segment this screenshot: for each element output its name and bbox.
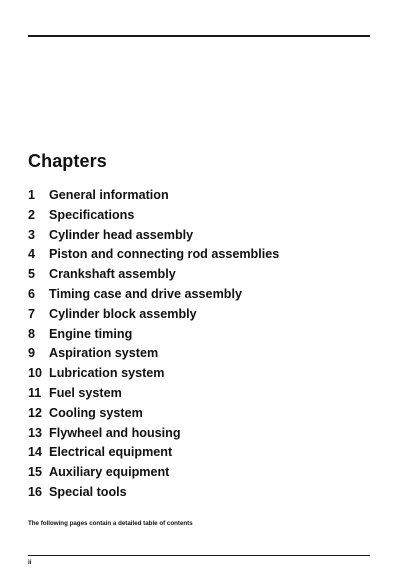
top-rule: [28, 35, 370, 37]
chapter-title: Timing case and drive assembly: [49, 286, 242, 301]
chapter-item: [28, 404, 279, 424]
chapter-item: [28, 344, 279, 364]
chapter-title: Auxiliary equipment: [49, 465, 170, 480]
chapter-item: [28, 245, 279, 265]
chapter-title: Specifications: [49, 207, 135, 222]
chapter-title: Fuel system: [49, 385, 122, 400]
chapter-number: 9: [28, 346, 36, 361]
chapter-title: Electrical equipment: [49, 445, 173, 460]
bottom-rule: [28, 555, 370, 556]
contents-note: The following pages contain a detailed table of contents: [28, 520, 193, 527]
chapter-item: [28, 424, 279, 444]
chapter-title: Flywheel and housing: [49, 425, 181, 440]
chapter-number: 16: [28, 484, 43, 499]
chapter-list: [28, 186, 279, 503]
chapter-number: 10: [28, 366, 43, 381]
chapter-number: 15: [28, 465, 43, 480]
chapter-title: Cooling system: [49, 405, 143, 420]
chapter-title: General information: [49, 188, 169, 202]
chapter-number: 14: [28, 445, 43, 460]
chapter-number: 3: [28, 227, 36, 242]
chapter-title: Lubrication system: [49, 366, 165, 381]
chapter-title: Piston and connecting rod assemblies: [49, 247, 280, 262]
chapter-title: Crankshaft assembly: [49, 267, 176, 282]
chapter-item: [28, 443, 279, 463]
chapter-title: Cylinder block assembly: [49, 306, 197, 321]
chapter-number: 13: [28, 425, 43, 440]
chapter-item: [28, 384, 279, 404]
page-number: ii: [28, 559, 32, 566]
chapter-item: [28, 265, 279, 285]
chapter-number: 2: [28, 207, 36, 222]
chapter-number: 11: [28, 385, 42, 400]
chapter-number: 8: [28, 326, 36, 341]
chapter-item: [28, 285, 279, 305]
chapters-heading: Chapters: [28, 151, 107, 171]
chapter-number: 6: [28, 286, 36, 301]
chapter-item: [28, 463, 279, 483]
chapter-item: [28, 364, 279, 384]
chapter-number: 12: [28, 405, 43, 420]
chapter-item: [28, 325, 279, 345]
chapter-number: 4: [28, 247, 36, 262]
chapter-title: Aspiration system: [49, 346, 159, 361]
chapter-title: Engine timing: [49, 326, 133, 341]
chapter-item: [28, 186, 279, 206]
chapter-title: Cylinder head assembly: [49, 227, 194, 242]
chapter-item: [28, 226, 279, 246]
chapter-number: 1: [28, 188, 36, 202]
chapter-number: 5: [28, 267, 36, 282]
chapter-title: Special tools: [49, 484, 127, 499]
chapter-item: [28, 305, 279, 325]
chapter-item: [28, 206, 279, 226]
chapter-item: [28, 483, 279, 503]
chapter-number: 7: [28, 306, 36, 321]
